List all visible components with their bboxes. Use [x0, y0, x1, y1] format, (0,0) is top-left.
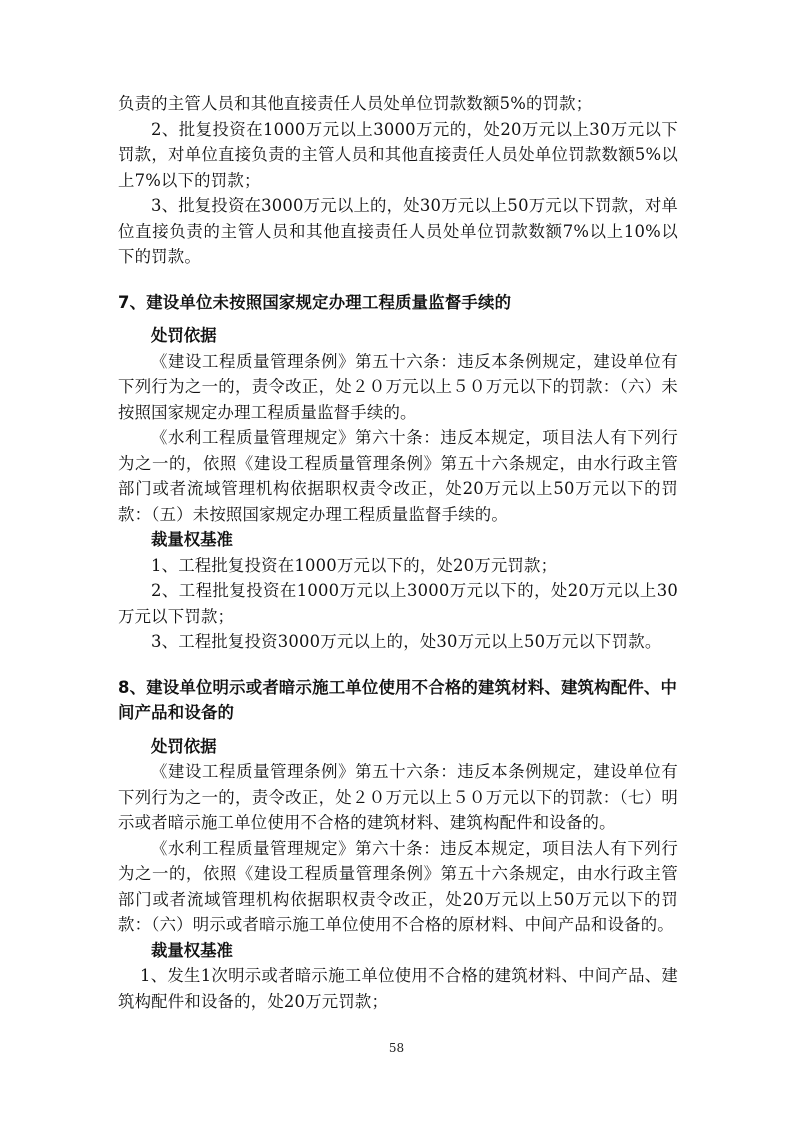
section-8-discretion-heading: 裁量权基准 [151, 940, 233, 960]
section-8-basis-heading: 处罚依据 [151, 736, 217, 756]
intro-continuation-text: 负责的主管人员和其他直接责任人员处单位罚款数额5%的罚款； [118, 94, 593, 113]
section-7-basis-paragraph-2: 《水利工程质量管理规定》第六十条：违反本规定，项目法人有下列行为之一的，依照《建设工程质量管理条例》第五十六条规定，由水行政主管部门或者流域管理机构依据职权责令改正，处20万元以上50万元以下的罚款：（五）未按照国家规定办理工程质量监督手续的。 [118, 428, 678, 524]
section-8-basis-paragraph-1: 《建设工程质量管理条例》第五十六条：违反本条例规定，建设单位有下列行为之一的，责令改正，处２０万元以上５０万元以下的罚款：（七）明示或者暗示施工单位使用不合格的建筑材料、建筑构配件和设备的。 [118, 762, 678, 832]
page-body [118, 91, 678, 1014]
section-8-title: 8、建设单位明示或者暗示施工单位使用不合格的建筑材料、建筑构配件、中间产品和设备的 [118, 677, 678, 722]
section-7-basis-paragraph-1: 《建设工程质量管理条例》第五十六条：违反本条例规定，建设单位有下列行为之一的，责令改正，处２０万元以上５０万元以下的罚款：（六）未按照国家规定办理工程质量监督手续的。 [118, 351, 678, 422]
page-number: 58 [388, 1041, 405, 1055]
section-7-discretion-item-3: 3、工程批复投资3000万元以上的，处30万元以上50万元以下罚款。 [151, 632, 662, 651]
section-7-discretion-item-2: 2、工程批复投资在1000万元以上3000万元以下的，处20万元以上30万元以下罚款； [118, 581, 678, 626]
section-7-discretion-heading: 裁量权基准 [151, 530, 233, 549]
section-7-discretion-item-1: 1、工程批复投资在1000万元以下的，处20万元罚款； [151, 555, 558, 575]
section-8-basis-paragraph-2: 《水利工程质量管理规定》第六十条：违反本规定，项目法人有下列行为之一的，依照《建设工程质量管理条例》第五十六条规定，由水行政主管部门或者流域管理机构依据职权责令改正，处20万元以上50万元以下的罚款：（六）明示或者暗示施工单位使用不合格的原材料、中间产品和设备的。 [118, 838, 678, 934]
intro-item-2: 2、批复投资在1000万元以上3000万元的，处20万元以上30万元以下罚款，对单位直接负责的主管人员和其他直接责任人员处单位罚款数额5%以上7%以下的罚款； [118, 119, 678, 190]
section-7-basis-heading: 处罚依据 [151, 326, 217, 345]
section-7-title: 7、建设单位未按照国家规定办理工程质量监督手续的 [118, 292, 512, 312]
section-8-discretion-item-1: 1、发生1次明示或者暗示施工单位使用不合格的建筑材料、中间产品、建筑构配件和设备的，处20万元罚款； [118, 966, 678, 1011]
intro-item-3: 3、批复投资在3000万元以上的，处30万元以上50万元以下罚款，对单位直接负责的主管人员和其他直接责任人员处单位罚款数额7%以上10%以下的罚款。 [118, 196, 679, 266]
